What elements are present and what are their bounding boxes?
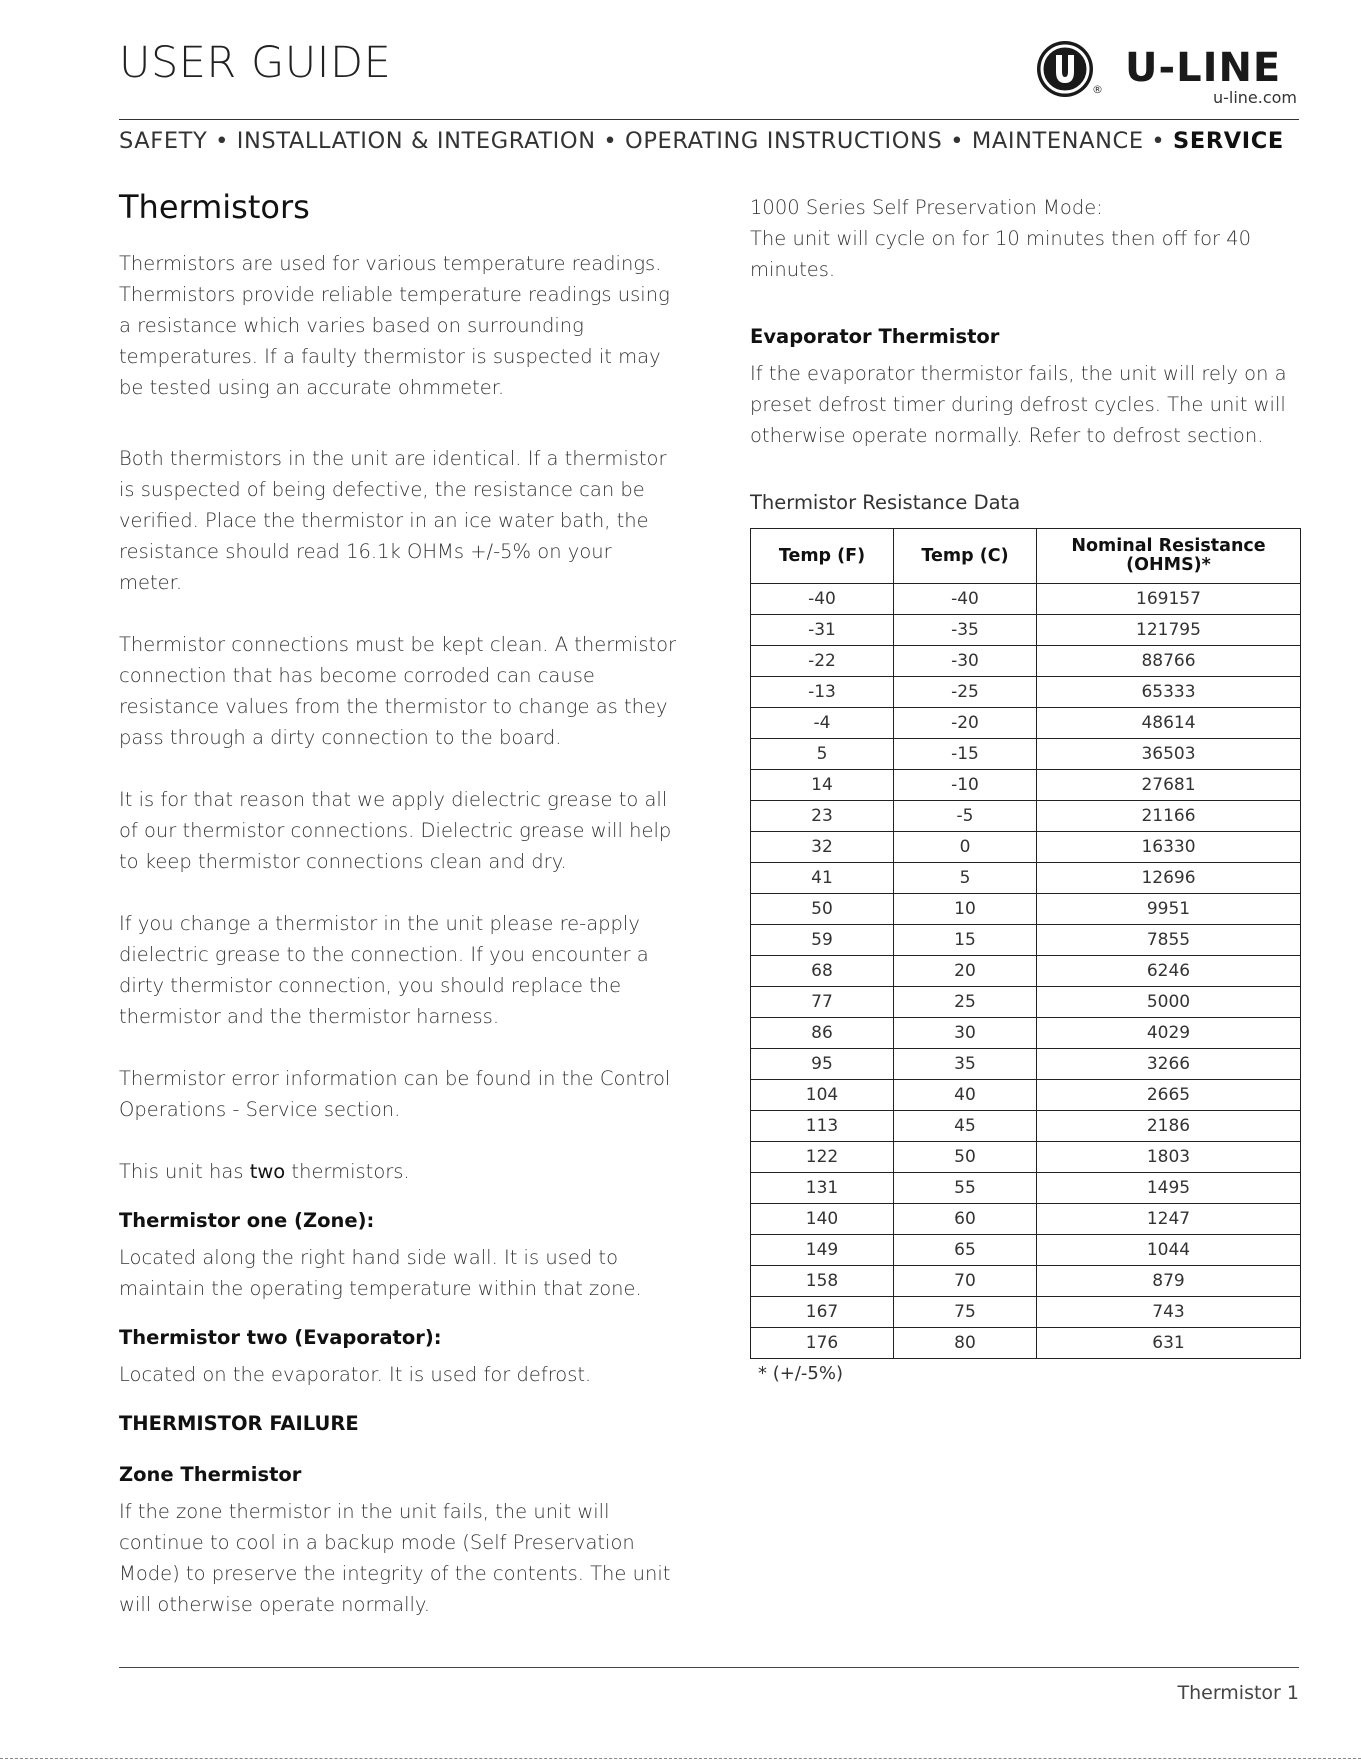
cell-temp-f: 167 [751, 1297, 894, 1328]
page-number: Thermistor 1 [1177, 1682, 1299, 1704]
cell-temp-c: 0 [894, 832, 1037, 863]
table-header-temp-f: Temp (F) [751, 529, 894, 584]
cell-temp-c: 55 [894, 1173, 1037, 1204]
cell-temp-c: -15 [894, 739, 1037, 770]
cell-temp-c: -40 [894, 584, 1037, 615]
table-row [751, 832, 1301, 863]
table-caption: Thermistor Resistance Data [750, 491, 1021, 514]
cell-resistance: 1495 [1037, 1173, 1301, 1204]
page-header-title: USER GUIDE [119, 38, 392, 88]
table-row [751, 1266, 1301, 1297]
cell-temp-c: 60 [894, 1204, 1037, 1235]
paragraph-evaporator-thermistor: If the evaporator thermistor fails, the unit will rely on a preset defrost timer during defrost cycles. The unit will otherwise operate normally. Refer to defrost section. [750, 362, 1287, 447]
right-column [750, 192, 1300, 1384]
nav-item-safety: SAFETY [119, 128, 208, 154]
cell-resistance: 121795 [1037, 615, 1301, 646]
cell-temp-f: 14 [751, 770, 894, 801]
paragraph-thermistor-one: Located along the right hand side wall. It is used to maintain the operating temperature within that zone. [119, 1246, 642, 1300]
cell-temp-c: 50 [894, 1142, 1037, 1173]
paragraph-replace: If you change a thermistor in the unit please re-apply dielectric grease to the connection. If you encounter a dirty thermistor connection, you should replace the thermistor and the thermistor harness. [119, 912, 649, 1028]
cell-resistance: 16330 [1037, 832, 1301, 863]
count-text-bold: two [249, 1160, 286, 1183]
cell-resistance: 1803 [1037, 1142, 1301, 1173]
table-header-resistance: Nominal Resistance (OHMS)* [1037, 529, 1301, 584]
cell-temp-c: 45 [894, 1111, 1037, 1142]
table-header-temp-c: Temp (C) [894, 529, 1037, 584]
cell-temp-f: 113 [751, 1111, 894, 1142]
cell-resistance: 743 [1037, 1297, 1301, 1328]
cell-resistance: 4029 [1037, 1018, 1301, 1049]
cell-temp-c: 30 [894, 1018, 1037, 1049]
cell-temp-f: 59 [751, 925, 894, 956]
table-row [751, 739, 1301, 770]
nav-item-operating: OPERATING INSTRUCTIONS [625, 128, 943, 154]
cell-temp-c: -10 [894, 770, 1037, 801]
cell-temp-f: 104 [751, 1080, 894, 1111]
nav-item-service-current: SERVICE [1173, 128, 1284, 154]
cell-temp-c: -30 [894, 646, 1037, 677]
paragraph-count [119, 1156, 679, 1187]
header-divider [119, 119, 1299, 120]
table-row [751, 584, 1301, 615]
cell-temp-c: -5 [894, 801, 1037, 832]
cell-resistance: 21166 [1037, 801, 1301, 832]
cell-resistance: 88766 [1037, 646, 1301, 677]
cell-temp-c: 80 [894, 1328, 1037, 1359]
cell-temp-f: 149 [751, 1235, 894, 1266]
table-row [751, 646, 1301, 677]
cell-temp-f: -31 [751, 615, 894, 646]
cell-temp-c: 70 [894, 1266, 1037, 1297]
cell-resistance: 48614 [1037, 708, 1301, 739]
heading-thermistor-two: Thermistor two (Evaporator): [119, 1326, 442, 1349]
table-row [751, 956, 1301, 987]
resistance-table [750, 528, 1301, 1359]
paragraph-zone-thermistor: If the zone thermistor in the unit fails, the unit will continue to cool in a backup mode (Self Preservation Mode) to preserve the integrity of the contents. The unit will otherwise operate normally. [119, 1500, 671, 1616]
nav-separator: • [603, 128, 618, 154]
brand-logo [1037, 38, 1297, 108]
cell-temp-f: 5 [751, 739, 894, 770]
cell-temp-f: -22 [751, 646, 894, 677]
table-row [751, 1297, 1301, 1328]
heading-thermistor-failure: THERMISTOR FAILURE [119, 1412, 359, 1435]
cell-temp-f: -13 [751, 677, 894, 708]
cell-resistance: 36503 [1037, 739, 1301, 770]
table-row [751, 863, 1301, 894]
table-row [751, 1018, 1301, 1049]
cell-resistance: 631 [1037, 1328, 1301, 1359]
table-row [751, 1328, 1301, 1359]
count-text-pre: This unit has [119, 1160, 250, 1183]
cell-resistance: 7855 [1037, 925, 1301, 956]
cell-temp-f: 68 [751, 956, 894, 987]
self-preservation-heading: 1000 Series Self Preservation Mode: [750, 196, 1103, 219]
cell-temp-c: 5 [894, 863, 1037, 894]
table-row [751, 925, 1301, 956]
cell-resistance: 879 [1037, 1266, 1301, 1297]
cell-temp-c: 10 [894, 894, 1037, 925]
brand-url[interactable]: u-line.com [1212, 88, 1297, 107]
registered-mark: ® [1092, 83, 1103, 96]
table-row [751, 615, 1301, 646]
cell-resistance: 3266 [1037, 1049, 1301, 1080]
cell-temp-f: 41 [751, 863, 894, 894]
cell-temp-f: 140 [751, 1204, 894, 1235]
table-row [751, 1111, 1301, 1142]
cell-temp-c: 40 [894, 1080, 1037, 1111]
table-row [751, 1173, 1301, 1204]
u-line-logo-icon [1037, 41, 1093, 97]
brand-name: U-LINE [1125, 45, 1282, 91]
cell-temp-f: 176 [751, 1328, 894, 1359]
cell-resistance: 12696 [1037, 863, 1301, 894]
table-row [751, 987, 1301, 1018]
cell-resistance: 169157 [1037, 584, 1301, 615]
cell-temp-f: 158 [751, 1266, 894, 1297]
cell-temp-c: -20 [894, 708, 1037, 739]
cell-temp-c: 35 [894, 1049, 1037, 1080]
cell-temp-f: 32 [751, 832, 894, 863]
table-body [751, 584, 1301, 1359]
cell-temp-c: -35 [894, 615, 1037, 646]
heading-evaporator-thermistor: Evaporator Thermistor [750, 325, 1000, 348]
cell-resistance: 2186 [1037, 1111, 1301, 1142]
cell-temp-c: 20 [894, 956, 1037, 987]
nav-item-installation: INSTALLATION & INTEGRATION [236, 128, 596, 154]
cell-resistance: 5000 [1037, 987, 1301, 1018]
section-nav [119, 128, 1299, 154]
cell-temp-f: 131 [751, 1173, 894, 1204]
cell-temp-c: -25 [894, 677, 1037, 708]
heading-thermistor-one: Thermistor one (Zone): [119, 1209, 375, 1232]
table-row [751, 1080, 1301, 1111]
cell-resistance: 6246 [1037, 956, 1301, 987]
cell-temp-f: 77 [751, 987, 894, 1018]
table-row [751, 1235, 1301, 1266]
table-row [751, 801, 1301, 832]
paragraph-intro: Thermistors are used for various temperature readings. Thermistors provide reliable temperature readings using a resistance which varies based on surrounding temperatures. If a faulty thermistor is suspected it may be tested using an accurate ohmmeter. [119, 252, 670, 399]
cell-temp-f: 86 [751, 1018, 894, 1049]
table-header-row [751, 529, 1301, 584]
table-row [751, 677, 1301, 708]
cell-temp-c: 75 [894, 1297, 1037, 1328]
cell-resistance: 1247 [1037, 1204, 1301, 1235]
footer-divider [119, 1667, 1299, 1668]
paragraph-identical: Both thermistors in the unit are identical. If a thermistor is suspected of being defective, the resistance can be verified. Place the thermistor in an ice water bath, the resistance should read 16.1k OHMs +/-5% on your meter. [119, 447, 667, 594]
table-row [751, 770, 1301, 801]
nav-separator: • [1151, 128, 1166, 154]
cell-temp-f: 50 [751, 894, 894, 925]
cell-temp-c: 15 [894, 925, 1037, 956]
table-row [751, 1142, 1301, 1173]
cell-resistance: 2665 [1037, 1080, 1301, 1111]
cell-resistance: 1044 [1037, 1235, 1301, 1266]
nav-item-maintenance: MAINTENANCE [971, 128, 1144, 154]
paragraph-thermistor-two: Located on the evaporator. It is used for defrost. [119, 1363, 592, 1386]
paragraph-connections: Thermistor connections must be kept clean. A thermistor connection that has become corroded can cause resistance values from the thermistor to change as they pass through a dirty connection to the board. [119, 633, 677, 749]
self-preservation-text: The unit will cycle on for 10 minutes then off for 40 minutes. [750, 227, 1252, 281]
table-row [751, 1204, 1301, 1235]
left-column [119, 188, 679, 1620]
cell-temp-f: -40 [751, 584, 894, 615]
nav-separator: • [950, 128, 965, 154]
table-row [751, 894, 1301, 925]
table-footnote: * (+/-5%) [758, 1363, 843, 1384]
cell-temp-f: 122 [751, 1142, 894, 1173]
paragraph-grease: It is for that reason that we apply dielectric grease to all of our thermistor connections. Dielectric grease will help to keep thermistor connections clean and dry. [119, 788, 672, 873]
cell-resistance: 65333 [1037, 677, 1301, 708]
cell-temp-c: 25 [894, 987, 1037, 1018]
cell-temp-f: 95 [751, 1049, 894, 1080]
cell-temp-c: 65 [894, 1235, 1037, 1266]
cell-temp-f: -4 [751, 708, 894, 739]
nav-separator: • [215, 128, 229, 154]
page-edge [0, 1758, 1361, 1759]
table-row [751, 1049, 1301, 1080]
section-title: Thermistors [119, 188, 310, 226]
cell-temp-f: 23 [751, 801, 894, 832]
paragraph-error-info: Thermistor error information can be found in the Control Operations - Service section. [119, 1067, 671, 1121]
count-text-post: thermistors. [285, 1160, 410, 1183]
heading-zone-thermistor: Zone Thermistor [119, 1463, 302, 1486]
cell-resistance: 27681 [1037, 770, 1301, 801]
table-row [751, 708, 1301, 739]
cell-resistance: 9951 [1037, 894, 1301, 925]
